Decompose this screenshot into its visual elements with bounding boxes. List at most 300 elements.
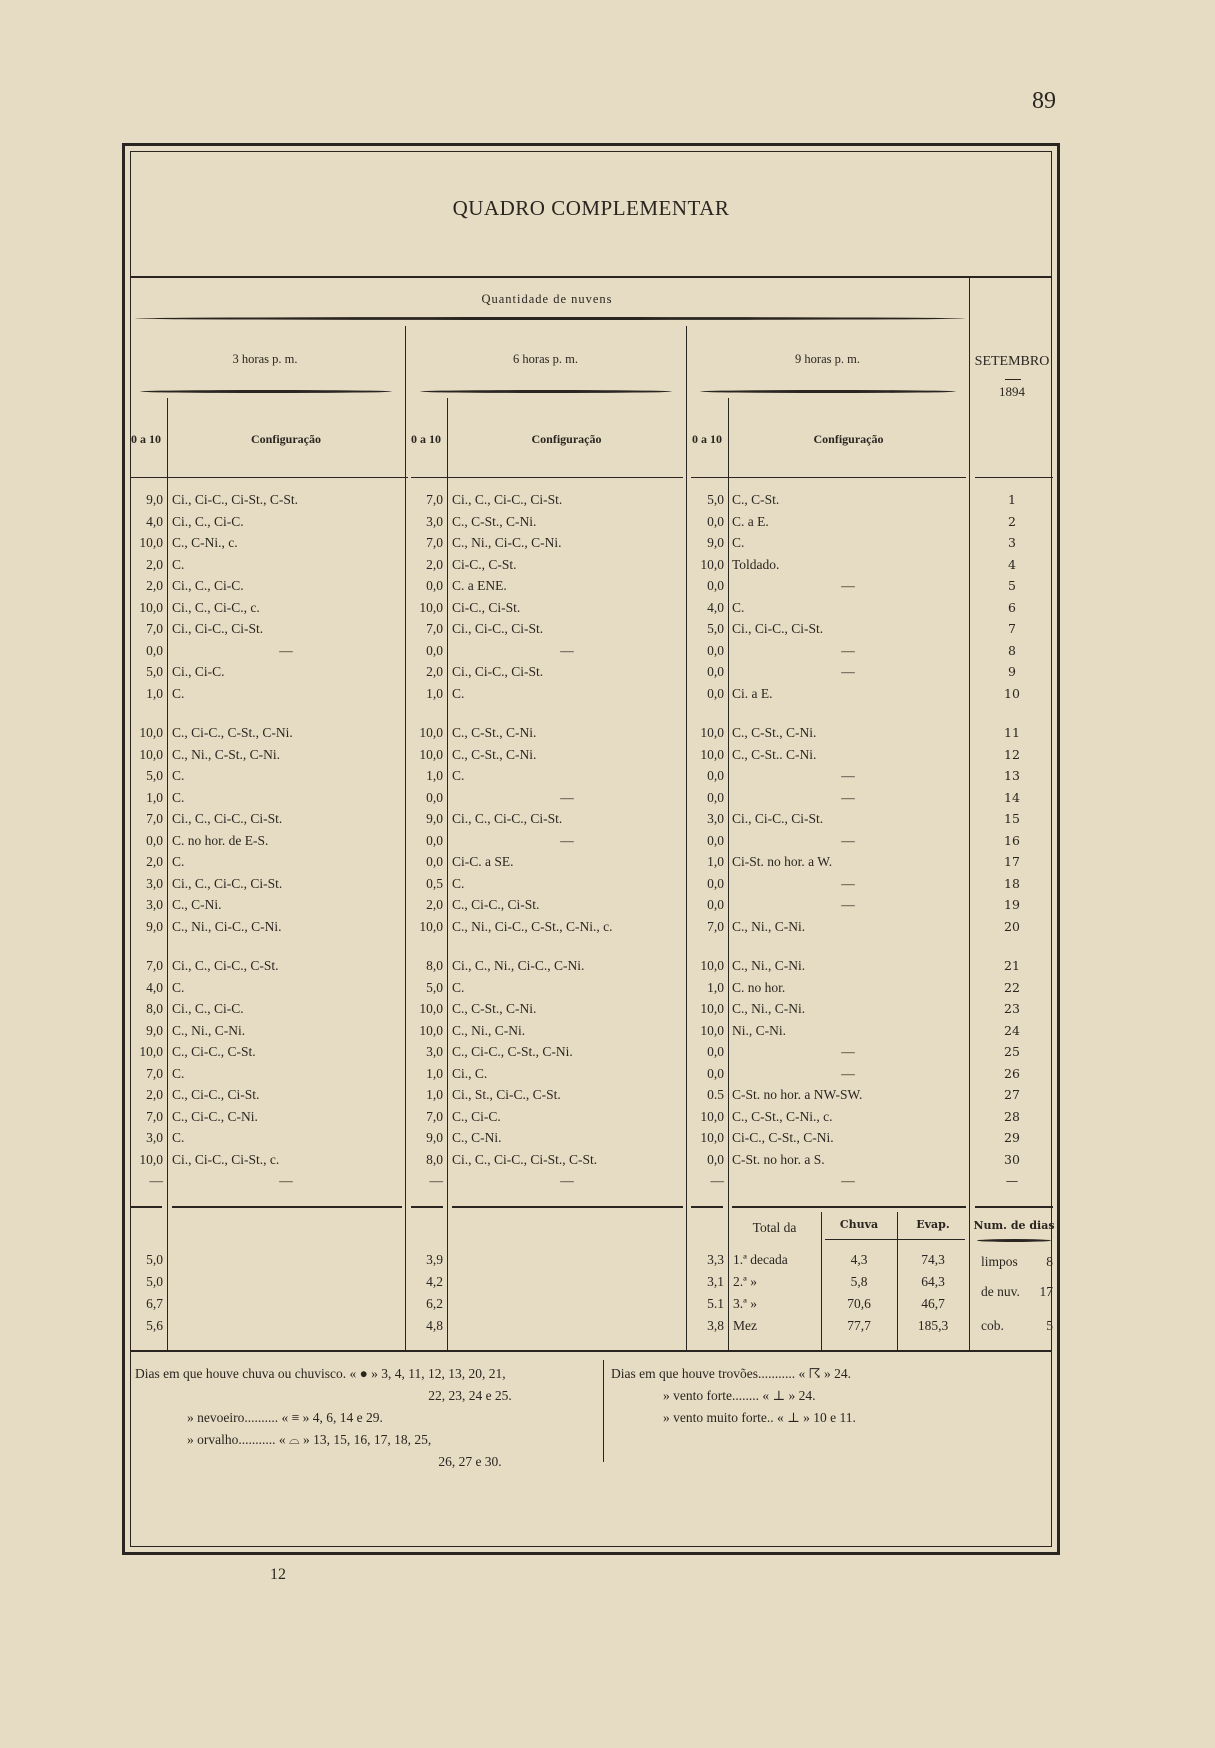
config-3pm-cell: C., Ci-C., C-Ni. (172, 1108, 258, 1124)
totals-evap: 64,3 (921, 1274, 945, 1289)
config-6pm-cell: C., Ni., Ci-C., C-St., C-Ni., c. (452, 918, 613, 934)
scale-3pm-cell: 4,0 (146, 979, 163, 995)
scale-6pm-cell: 9,0 (426, 811, 443, 826)
config-6pm-cell: Ci., C., Ci-C., Ci-St., C-St. (452, 1151, 598, 1167)
config-6pm-cell: C., Ci-C., Ci-St. (452, 897, 540, 912)
summary-rule-a (130, 1206, 162, 1208)
config-6pm-cell: Ci., C. (452, 1065, 488, 1081)
scale-6pm-cell: 8,0 (426, 958, 443, 973)
config-6pm-cell: Ci., C., Ci-C., Ci-St. (452, 811, 563, 826)
scale-divider-1 (167, 398, 168, 1212)
scale-9pm-cell: 1,0 (707, 979, 724, 995)
scale-header-3: 0 a 10 (692, 432, 722, 446)
config-6pm-cell: C. (452, 979, 465, 995)
config-6pm-cell: Ci., Ci-C., Ci-St. (452, 664, 544, 679)
scale-3pm-cell: 3,0 (146, 875, 163, 891)
scale-6pm-cell: 10,0 (419, 746, 443, 762)
group-header-rule (135, 317, 965, 320)
note-left-line: » orvalho........... « ⌓ » 13, 15, 16, 17, 18, 25, (187, 1432, 432, 1447)
scale-6pm-cell: 1,0 (426, 1065, 443, 1081)
scale-3pm-cell: 7,0 (146, 811, 163, 826)
scale-6pm-cell: 10,0 (419, 1001, 443, 1016)
header-rule (130, 276, 1052, 278)
config-9pm-cell: C-St. no hor. a NW-SW. (732, 1087, 863, 1102)
config-3pm-cell: C. (172, 979, 185, 995)
config-3pm-cell: C., Ni., C-St., C-Ni. (172, 746, 281, 762)
day-cell: 9 (1008, 664, 1016, 679)
day-cell: 21 (1004, 958, 1020, 973)
avg-6pm: 4,2 (426, 1274, 443, 1289)
scale-6pm-cell: 7,0 (426, 492, 443, 507)
scale-3pm-cell: 5,0 (146, 768, 163, 783)
scale-9pm-cell: 0,0 (707, 685, 724, 701)
config-6pm-cell: Ci., St., Ci-C., C-St. (452, 1087, 561, 1102)
day-cell: 14 (1004, 789, 1020, 805)
scale-3pm-cell: 5,0 (146, 664, 163, 679)
scale-3pm-cell: — (149, 1173, 163, 1188)
footer-signature-number: 12 (270, 1566, 286, 1583)
scale-3pm-cell: 3,0 (146, 897, 163, 912)
scale-6pm-cell: 2,0 (426, 897, 443, 912)
chuva-header: Chuva (839, 1218, 879, 1231)
day-cell: 24 (1004, 1022, 1020, 1038)
totals-period: 3.ª » (733, 1296, 757, 1311)
scale-6pm-cell: 1,0 (426, 685, 443, 701)
summary-rule-d (452, 1206, 683, 1208)
scale-3pm-cell: 7,0 (146, 1065, 163, 1081)
summary-rule-e (691, 1206, 723, 1208)
page-title: QUADRO COMPLEMENTAR (452, 196, 730, 220)
config-6pm-cell: Ci-C., C-St. (452, 556, 517, 572)
config-6pm-cell: C., Ni., Ci-C., C-Ni. (452, 535, 562, 550)
scale-9pm-cell: 0,0 (707, 789, 724, 805)
scale-9pm-cell: 0,0 (707, 897, 724, 912)
config-9pm-cell: C., Ni., C-Ni. (732, 918, 806, 934)
config-3pm-cell: C. no hor. de E-S. (172, 832, 269, 848)
scale-6pm-cell: 0,0 (426, 832, 443, 848)
config-6pm-cell: C., Ci-C., C-St., C-Ni. (452, 1044, 573, 1059)
config-9pm-cell: — (841, 642, 855, 658)
day-cell: 7 (1008, 621, 1016, 636)
day-cell: 4 (1008, 556, 1016, 572)
config-3pm-cell: Ci., C., Ci-C., C-St. (172, 958, 279, 973)
config-6pm-cell: C. (452, 875, 465, 891)
scale-3pm-cell: 9,0 (146, 918, 163, 934)
scale-6pm-cell: 0,0 (426, 789, 443, 805)
subheader-rule-1 (130, 477, 408, 478)
scale-9pm-cell: 0,0 (707, 1044, 724, 1059)
scale-3pm-cell: 10,0 (139, 1044, 163, 1059)
scale-divider-2 (447, 398, 448, 1212)
scale-3pm-cell: 10,0 (139, 725, 163, 740)
config-9pm-cell: — (841, 1173, 855, 1188)
scale-9pm-cell: 10,0 (700, 1022, 724, 1038)
config-3pm-cell: Ci., C., Ci-C. (172, 1001, 244, 1016)
scale-3pm-cell: 9,0 (146, 1022, 163, 1038)
days-count-label: cob. (981, 1318, 1004, 1333)
config-6pm-cell: Ci., C., Ci-C., Ci-St. (452, 492, 563, 507)
scale-6pm-cell: 10,0 (419, 599, 443, 615)
notes-rule (130, 1350, 1052, 1352)
totals-chuva: 77,7 (847, 1318, 871, 1333)
day-cell: 18 (1004, 875, 1020, 891)
scale-3pm-cell: 0,0 (146, 832, 163, 848)
day-cell: 30 (1004, 1151, 1020, 1167)
config-6pm-cell: C. a ENE. (452, 578, 507, 593)
evap-header: Evap. (916, 1218, 950, 1231)
config-6pm-cell: C., C-St., C-Ni. (452, 513, 537, 529)
scale-9pm-cell: 4,0 (707, 599, 724, 615)
days-count-header: Num. de dias (973, 1219, 1055, 1232)
day-cell: 25 (1004, 1044, 1020, 1059)
group-header: Quantidade de nuvens (481, 292, 613, 306)
scale-3pm-cell: 2,0 (146, 854, 163, 869)
config-9pm-cell: — (841, 664, 855, 679)
scale-9pm-cell: 10,0 (700, 556, 724, 572)
avg-9pm: 3,1 (707, 1274, 724, 1289)
scale-9pm-cell: 5,0 (707, 492, 724, 507)
period-rule-2 (420, 390, 672, 393)
month-year-dash (1005, 379, 1021, 380)
summary-rule-b (172, 1206, 402, 1208)
scale-6pm-cell: — (429, 1173, 443, 1188)
note-left-line: Dias em que houve chuva ou chuvisco. « ● » 3, 4, 11, 12, 13, 20, 21, (135, 1366, 506, 1381)
config-3pm-cell: — (279, 1173, 293, 1188)
totals-evap: 74,3 (921, 1252, 945, 1267)
config-3pm-cell: Ci., C., Ci-C. (172, 578, 244, 593)
scale-9pm-cell: 0,0 (707, 875, 724, 891)
day-cell: 16 (1004, 832, 1020, 848)
config-3pm-cell: C., C-Ni., c. (172, 535, 238, 550)
day-cell: 29 (1004, 1130, 1020, 1145)
scale-9pm-cell: 0,0 (707, 642, 724, 658)
days-count-value: 17 (1039, 1284, 1053, 1299)
scale-6pm-cell: 3,0 (426, 513, 443, 529)
config-9pm-cell: Ci., Ci-C., Ci-St. (732, 811, 824, 826)
days-count-label: limpos (981, 1254, 1018, 1269)
scale-6pm-cell: 0,0 (426, 854, 443, 869)
config-3pm-cell: Ci., C., Ci-C., Ci-St. (172, 875, 283, 891)
config-3pm-cell: Ci., Ci-C., Ci-St., C-St. (172, 492, 299, 507)
scale-3pm-cell: 0,0 (146, 642, 163, 658)
scale-9pm-cell: 10,0 (700, 1001, 724, 1016)
day-cell: 28 (1004, 1108, 1020, 1124)
config-6pm-cell: C. (452, 768, 465, 783)
scale-9pm-cell: — (710, 1173, 724, 1188)
config-9pm-cell: Ci. a E. (732, 685, 773, 701)
config-9pm-cell: C. no hor. (732, 979, 786, 995)
config-3pm-cell: C. (172, 1065, 185, 1081)
scale-header-1: 0 a 10 (131, 432, 161, 446)
day-cell: 6 (1008, 599, 1016, 615)
note-right-line: » vento forte........ « ⊥ » 24. (663, 1388, 816, 1403)
day-cell: 17 (1004, 854, 1020, 869)
config-6pm-cell: C., C-St., C-Ni. (452, 746, 537, 762)
scale-3pm-cell: 10,0 (139, 746, 163, 762)
config-3pm-cell: C., Ni., C-Ni. (172, 1022, 246, 1038)
totals-chuva: 5,8 (850, 1274, 868, 1289)
config-header-1: Configuração (251, 432, 321, 446)
config-9pm-cell: C. (732, 599, 745, 615)
scale-6pm-cell: 0,0 (426, 578, 443, 593)
config-3pm-cell: C., Ci-C., C-St. (172, 1044, 256, 1059)
config-9pm-cell: Ci., Ci-C., Ci-St. (732, 621, 824, 636)
note-left-line: 26, 27 e 30. (438, 1454, 502, 1469)
config-6pm-cell: C., C-St., C-Ni. (452, 1001, 537, 1016)
config-9pm-cell: C., Ni., C-Ni. (732, 958, 806, 973)
config-header-3: Configuração (813, 432, 884, 446)
config-3pm-cell: — (279, 642, 293, 658)
scale-3pm-cell: 2,0 (146, 578, 163, 593)
scale-6pm-cell: 10,0 (419, 918, 443, 934)
config-9pm-cell: C., C-St., C-Ni. (732, 725, 817, 740)
scale-3pm-cell: 10,0 (139, 1151, 163, 1167)
day-cell: 27 (1004, 1087, 1020, 1102)
scale-6pm-cell: 7,0 (426, 1108, 443, 1124)
scale-3pm-cell: 8,0 (146, 1001, 163, 1016)
totals-header: Total da (752, 1220, 797, 1235)
avg-9pm: 5.1 (707, 1296, 724, 1311)
config-6pm-cell: C., Ni., C-Ni. (452, 1022, 526, 1038)
config-9pm-cell: — (841, 1044, 855, 1059)
config-9pm-cell: — (841, 897, 855, 912)
day-cell: 20 (1004, 918, 1020, 934)
config-3pm-cell: Ci., Ci-C. (172, 664, 225, 679)
avg-3pm: 5,0 (146, 1274, 163, 1289)
scale-6pm-cell: 10,0 (419, 725, 443, 740)
config-9pm-cell: — (841, 578, 855, 593)
scale-3pm-cell: 7,0 (146, 958, 163, 973)
config-9pm-cell: Ci-St. no hor. a W. (732, 854, 833, 869)
days-count-label: de nuv. (981, 1284, 1020, 1299)
config-3pm-cell: Ci., Ci-C., Ci-St. (172, 621, 264, 636)
scale-9pm-cell: 0,0 (707, 578, 724, 593)
period-header-6pm: 6 horas p. m. (513, 352, 578, 366)
period-rule-3 (700, 390, 956, 393)
scale-9pm-cell: 0,0 (707, 1065, 724, 1081)
config-9pm-cell: — (841, 875, 855, 891)
scale-6pm-cell: 2,0 (426, 664, 443, 679)
config-3pm-cell: Ci., C., Ci-C., Ci-St. (172, 811, 283, 826)
config-9pm-cell: — (841, 1065, 855, 1081)
config-3pm-cell: C. (172, 768, 185, 783)
period-rule-1 (140, 390, 392, 393)
scale-9pm-cell: 0.5 (707, 1087, 724, 1102)
summary-divider-1 (167, 1212, 168, 1350)
day-cell: 5 (1008, 578, 1016, 593)
config-6pm-cell: Ci-C. a SE. (452, 854, 514, 869)
config-3pm-cell: C., Ci-C., C-St., C-Ni. (172, 725, 293, 740)
scale-6pm-cell: 2,0 (426, 556, 443, 572)
note-left-line: 22, 23, 24 e 25. (428, 1388, 512, 1403)
scale-6pm-cell: 1,0 (426, 1087, 443, 1102)
note-left-line: » nevoeiro.......... « ≡ » 4, 6, 14 e 29. (187, 1410, 383, 1425)
day-cell: 22 (1004, 979, 1020, 995)
notes-divider (603, 1360, 604, 1462)
config-9pm-cell: Ni., C-Ni. (732, 1022, 786, 1038)
scale-3pm-cell: 1,0 (146, 685, 163, 701)
scale-6pm-cell: 0,5 (426, 875, 443, 891)
config-6pm-cell: — (560, 1173, 574, 1188)
day-cell: 26 (1004, 1065, 1020, 1081)
scale-3pm-cell: 1,0 (146, 789, 163, 805)
config-6pm-cell: C., Ci-C. (452, 1108, 501, 1124)
scale-9pm-cell: 0,0 (707, 768, 724, 783)
avg-3pm: 6,7 (146, 1296, 163, 1311)
config-9pm-cell: Toldado. (732, 556, 780, 572)
config-9pm-cell: C., Ni., C-Ni. (732, 1001, 806, 1016)
config-3pm-cell: C., C-Ni. (172, 897, 222, 912)
scale-3pm-cell: 10,0 (139, 535, 163, 550)
config-9pm-cell: Ci-C., C-St., C-Ni. (732, 1130, 834, 1145)
scale-3pm-cell: 2,0 (146, 556, 163, 572)
config-9pm-cell: C., C-St. (732, 492, 780, 507)
period-header-9pm: 9 horas p. m. (795, 352, 860, 366)
subheader-rule-2 (411, 477, 683, 478)
scale-9pm-cell: 5,0 (707, 621, 724, 636)
summary-divider-2 (447, 1212, 448, 1350)
year-label: 1894 (999, 384, 1025, 399)
scale-9pm-cell: 10,0 (700, 725, 724, 740)
scale-9pm-cell: 9,0 (707, 535, 724, 550)
page-number: 89 (1032, 88, 1056, 114)
scale-6pm-cell: 1,0 (426, 768, 443, 783)
totals-evap: 46,7 (921, 1296, 945, 1311)
summary-rule-f (732, 1206, 966, 1208)
config-3pm-cell: C. (172, 556, 185, 572)
note-right-line: Dias em que houve trovões........... « ☈ » 24. (611, 1366, 852, 1381)
config-6pm-cell: Ci., C., Ni., Ci-C., C-Ni. (452, 958, 585, 973)
totals-period: Mez (733, 1318, 757, 1333)
config-9pm-cell: C. (732, 535, 745, 550)
avg-3pm: 5,6 (146, 1318, 163, 1333)
scale-3pm-cell: 4,0 (146, 513, 163, 529)
scale-6pm-cell: 8,0 (426, 1151, 443, 1167)
scale-6pm-cell: 9,0 (426, 1130, 443, 1145)
config-3pm-cell: C. (172, 854, 185, 869)
table-frame (122, 143, 1060, 1555)
config-3pm-cell: C., Ni., Ci-C., C-Ni. (172, 918, 282, 934)
config-9pm-cell: — (841, 832, 855, 848)
config-6pm-cell: — (560, 832, 574, 848)
config-3pm-cell: Ci., C., Ci-C. (172, 513, 244, 529)
totals-header-rule (825, 1239, 965, 1240)
day-cell: 8 (1008, 642, 1016, 658)
avg-6pm: 4,8 (426, 1318, 443, 1333)
config-9pm-cell: C-St. no hor. a S. (732, 1151, 825, 1167)
month-label: SETEMBRO (974, 354, 1050, 369)
days-header-rule (977, 1239, 1051, 1242)
subheader-rule-4 (975, 477, 1053, 478)
scale-3pm-cell: 7,0 (146, 1108, 163, 1124)
day-cell: 10 (1004, 685, 1020, 701)
avg-6pm: 3,9 (426, 1252, 443, 1267)
config-6pm-cell: C., C-St., C-Ni. (452, 725, 537, 740)
day-cell: 15 (1004, 811, 1020, 826)
day-cell: 23 (1004, 1001, 1020, 1016)
config-6pm-cell: Ci., Ci-C., Ci-St. (452, 621, 544, 636)
totals-evap: 185,3 (917, 1318, 949, 1333)
avg-9pm: 3,8 (707, 1318, 724, 1333)
config-3pm-cell: C., Ci-C., Ci-St. (172, 1087, 260, 1102)
scale-3pm-cell: 2,0 (146, 1087, 163, 1102)
scale-9pm-cell: 0,0 (707, 664, 724, 679)
note-right-line: » vento muito forte.. « ⊥ » 10 e 11. (663, 1410, 856, 1425)
days-count-value: 8 (1046, 1254, 1053, 1269)
scale-6pm-cell: 10,0 (419, 1022, 443, 1038)
scale-3pm-cell: 10,0 (139, 599, 163, 615)
scale-9pm-cell: 10,0 (700, 1108, 724, 1124)
summary-rule-g (975, 1206, 1053, 1208)
totals-period: 2.ª » (733, 1274, 757, 1289)
config-6pm-cell: C. (452, 685, 465, 701)
day-cell: 13 (1004, 768, 1020, 783)
config-6pm-cell: C., C-Ni. (452, 1130, 502, 1145)
config-9pm-cell: C., C-St., C-Ni., c. (732, 1108, 833, 1124)
summary-rule-c (411, 1206, 443, 1208)
avg-6pm: 6,2 (426, 1296, 443, 1311)
config-6pm-cell: Ci-C., Ci-St. (452, 599, 521, 615)
scale-9pm-cell: 10,0 (700, 746, 724, 762)
day-cell: — (1005, 1173, 1019, 1188)
config-9pm-cell: — (841, 768, 855, 783)
totals-chuva: 70,6 (847, 1296, 871, 1311)
scale-3pm-cell: 9,0 (146, 492, 163, 507)
config-3pm-cell: C. (172, 685, 185, 701)
scale-header-2: 0 a 10 (411, 432, 441, 446)
config-header-2: Configuração (531, 432, 602, 446)
day-cell: 11 (1004, 725, 1020, 740)
config-6pm-cell: — (560, 642, 574, 658)
avg-9pm: 3,3 (707, 1252, 724, 1267)
config-3pm-cell: C. (172, 1130, 185, 1145)
scale-6pm-cell: 3,0 (426, 1044, 443, 1059)
config-9pm-cell: C. a E. (732, 513, 769, 529)
scale-6pm-cell: 7,0 (426, 621, 443, 636)
scale-3pm-cell: 3,0 (146, 1130, 163, 1145)
config-3pm-cell: Ci., C., Ci-C., c. (172, 599, 260, 615)
scale-9pm-cell: 10,0 (700, 1130, 724, 1145)
config-3pm-cell: C. (172, 789, 185, 805)
config-9pm-cell: — (841, 789, 855, 805)
day-cell: 2 (1008, 513, 1016, 529)
scale-divider-3 (728, 398, 729, 1212)
totals-period: 1.ª decada (733, 1252, 788, 1267)
scale-6pm-cell: 0,0 (426, 642, 443, 658)
day-cell: 12 (1004, 746, 1020, 762)
config-3pm-cell: Ci., Ci-C., Ci-St., c. (172, 1151, 280, 1167)
scale-9pm-cell: 1,0 (707, 854, 724, 869)
avg-3pm: 5,0 (146, 1252, 163, 1267)
scale-6pm-cell: 7,0 (426, 535, 443, 550)
scale-6pm-cell: 5,0 (426, 979, 443, 995)
config-9pm-cell: C., C-St.. C-Ni. (732, 746, 817, 762)
day-cell: 3 (1008, 535, 1016, 550)
totals-chuva: 4,3 (850, 1252, 868, 1267)
scale-3pm-cell: 7,0 (146, 621, 163, 636)
scale-9pm-cell: 0,0 (707, 513, 724, 529)
scale-9pm-cell: 7,0 (707, 918, 724, 934)
scale-9pm-cell: 10,0 (700, 958, 724, 973)
scale-9pm-cell: 0,0 (707, 832, 724, 848)
scale-9pm-cell: 0,0 (707, 1151, 724, 1167)
day-cell: 1 (1008, 492, 1016, 507)
config-6pm-cell: — (560, 789, 574, 805)
scale-9pm-cell: 3,0 (707, 811, 724, 826)
period-header-3pm: 3 horas p. m. (232, 352, 298, 366)
day-cell: 19 (1004, 897, 1020, 912)
days-count-value: 5 (1046, 1318, 1053, 1333)
